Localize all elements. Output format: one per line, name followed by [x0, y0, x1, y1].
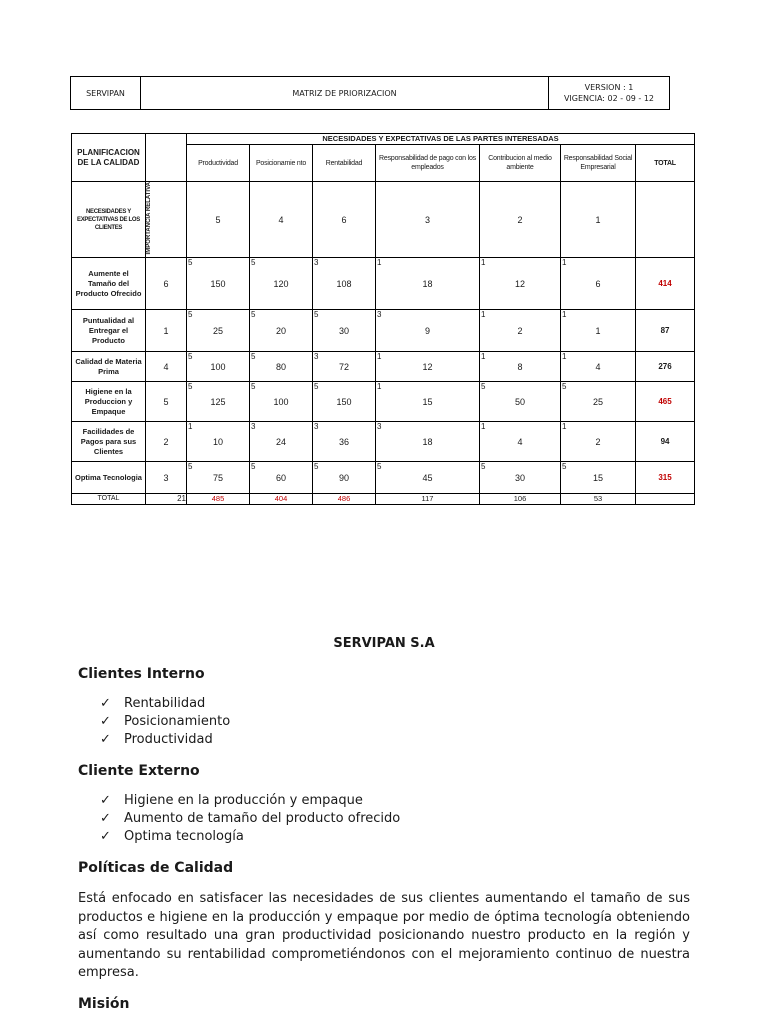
score-value: 9 — [424, 325, 430, 336]
score-value: 12 — [514, 278, 525, 289]
score-value: 4 — [517, 436, 523, 447]
list-item — [100, 792, 400, 810]
score-cell — [480, 258, 561, 310]
score-cell — [480, 462, 561, 494]
score-cell — [376, 258, 480, 310]
score-value: 18 — [422, 278, 433, 289]
table-row — [72, 382, 695, 422]
header-vigencia: VIGENCIA: 02 - 09 - 12 — [563, 94, 655, 103]
header-version-block — [549, 77, 669, 109]
score-value: 30 — [338, 325, 349, 336]
list-item-text: Aumento de tamaño del producto ofrecido — [124, 811, 401, 826]
column-header: TOTAL — [636, 145, 695, 182]
score-value: 75 — [212, 472, 223, 483]
score-weight: 3 — [377, 310, 382, 320]
header-title: MATRIZ DE PRIORIZACION — [141, 77, 549, 109]
importance-value: 6 — [146, 258, 187, 310]
column-header: Productividad — [187, 145, 250, 182]
score-value: 80 — [275, 361, 286, 372]
internal-heading: Clientes Interno — [78, 666, 205, 682]
score-weight: 5 — [251, 258, 256, 268]
matrix-group-header: NECESIDADES Y EXPECTATIVAS DE LAS PARTES INTERESADAS — [187, 134, 695, 145]
score-weight: 5 — [314, 382, 319, 392]
score-cell — [561, 462, 636, 494]
weight-cell: 4 — [250, 182, 313, 258]
table-row — [72, 462, 695, 494]
score-weight: 1 — [377, 352, 382, 362]
score-cell — [376, 382, 480, 422]
score-cell — [313, 382, 376, 422]
mission-heading: Misión — [78, 996, 130, 1012]
row-group-label: NECESIDADES Y EXPECTATIVAS DE LOS CLIENTES — [72, 182, 146, 258]
column-total: 486 — [313, 494, 376, 505]
score-weight: 5 — [251, 352, 256, 362]
score-value: 15 — [422, 396, 433, 407]
score-cell — [250, 258, 313, 310]
score-weight: 1 — [481, 258, 486, 268]
score-weight: 5 — [314, 310, 319, 320]
list-item — [100, 828, 400, 846]
row-total: 94 — [636, 422, 695, 462]
score-cell — [376, 352, 480, 382]
score-value: 12 — [422, 361, 433, 372]
score-cell — [187, 352, 250, 382]
score-weight: 5 — [481, 382, 486, 392]
score-cell — [250, 310, 313, 352]
checkmark-icon: ✓ — [100, 793, 111, 808]
column-header: Rentabilidad — [313, 145, 376, 182]
score-value: 2 — [517, 325, 523, 336]
list-item-text: Optima tecnología — [124, 829, 244, 844]
column-total: 53 — [561, 494, 636, 505]
score-value: 1 — [595, 325, 601, 336]
score-value: 25 — [592, 396, 603, 407]
row-total: 315 — [636, 462, 695, 494]
score-cell — [480, 382, 561, 422]
score-weight: 5 — [562, 382, 567, 392]
checkmark-icon: ✓ — [100, 732, 111, 747]
weight-cell: 5 — [187, 182, 250, 258]
score-weight: 3 — [314, 422, 319, 432]
score-value: 15 — [592, 472, 603, 483]
score-weight: 5 — [562, 462, 567, 472]
score-cell — [376, 310, 480, 352]
score-value: 100 — [210, 361, 226, 372]
policy-text: Está enfocado en satisfacer las necesidades de sus clientes aumentando el tamaño de sus productos e higiene en la producción y empaque por medio de óptima tecnología obteniendo así como resultado una gran productividad posicionando nuestro producto en la región y aumentando su rentabilidad comprometiéndonos con el mejoramiento continuo de nuestra empresa. — [78, 891, 690, 980]
table-row — [72, 258, 695, 310]
checkmark-icon: ✓ — [100, 714, 111, 729]
score-cell — [561, 382, 636, 422]
policy-heading: Políticas de Calidad — [78, 860, 234, 876]
score-value: 10 — [212, 436, 223, 447]
score-cell — [250, 462, 313, 494]
score-cell — [561, 258, 636, 310]
importance-label: IMPORTANCIA RELATIVA — [146, 182, 152, 255]
priority-matrix — [71, 133, 695, 505]
score-cell — [250, 422, 313, 462]
score-cell — [376, 462, 480, 494]
score-weight: 1 — [562, 352, 567, 362]
column-header: Responsabilidad de pago con los empleados — [376, 145, 480, 182]
importance-value: 3 — [146, 462, 187, 494]
score-value: 36 — [338, 436, 349, 447]
weight-cell: 1 — [561, 182, 636, 258]
score-value: 18 — [422, 436, 433, 447]
score-weight: 3 — [251, 422, 256, 432]
score-weight: 5 — [188, 382, 193, 392]
checkmark-icon: ✓ — [100, 829, 111, 844]
checkmark-icon: ✓ — [100, 696, 111, 711]
column-header: Contribucion al medio ambiente — [480, 145, 561, 182]
score-cell — [313, 422, 376, 462]
list-item-text: Posicionamiento — [124, 714, 231, 729]
score-weight: 5 — [188, 258, 193, 268]
score-weight: 1 — [562, 258, 567, 268]
criterion-label: Puntualidad al Entregar el Producto — [72, 310, 146, 352]
table-row — [72, 352, 695, 382]
criterion-label: Calidad de Materia Prima — [72, 352, 146, 382]
score-cell — [376, 422, 480, 462]
score-weight: 1 — [377, 382, 382, 392]
column-total: 117 — [376, 494, 480, 505]
header-company: SERVIPAN — [71, 77, 141, 109]
score-weight: 5 — [481, 462, 486, 472]
score-cell — [250, 352, 313, 382]
score-cell — [187, 258, 250, 310]
score-value: 24 — [275, 436, 286, 447]
score-cell — [561, 422, 636, 462]
score-value: 4 — [595, 361, 601, 372]
weight-total-empty — [636, 182, 695, 258]
importance-value: 5 — [146, 382, 187, 422]
score-cell — [480, 352, 561, 382]
column-total: 404 — [250, 494, 313, 505]
totals-empty — [636, 494, 695, 505]
score-weight: 1 — [481, 310, 486, 320]
score-value: 90 — [338, 472, 349, 483]
score-value: 2 — [595, 436, 601, 447]
score-value: 45 — [422, 472, 433, 483]
importance-value: 4 — [146, 352, 187, 382]
weight-cell: 2 — [480, 182, 561, 258]
internal-list — [100, 695, 230, 749]
score-cell — [313, 462, 376, 494]
score-cell — [313, 352, 376, 382]
score-cell — [313, 310, 376, 352]
score-weight: 1 — [481, 422, 486, 432]
weight-cell: 6 — [313, 182, 376, 258]
score-weight: 1 — [377, 258, 382, 268]
criterion-label: Facilidades de Pagos para sus Clientes — [72, 422, 146, 462]
score-weight: 5 — [377, 462, 382, 472]
score-value: 20 — [275, 325, 286, 336]
score-weight: 3 — [314, 352, 319, 362]
score-cell — [313, 258, 376, 310]
score-weight: 1 — [481, 352, 486, 362]
criterion-label: Aumente el Tamaño del Producto Ofrecido — [72, 258, 146, 310]
column-total: 106 — [480, 494, 561, 505]
external-list — [100, 792, 400, 846]
score-cell — [250, 382, 313, 422]
score-value: 6 — [595, 278, 601, 289]
score-weight: 5 — [251, 382, 256, 392]
score-cell — [187, 382, 250, 422]
score-weight: 5 — [188, 352, 193, 362]
matrix-corner-spacer — [146, 134, 187, 182]
document-header — [70, 76, 670, 110]
score-value: 25 — [212, 325, 223, 336]
list-item — [100, 713, 230, 731]
score-weight: 5 — [188, 462, 193, 472]
matrix-corner: PLANIFICACION DE LA CALIDAD — [72, 134, 146, 182]
importance-value: 1 — [146, 310, 187, 352]
column-total: 485 — [187, 494, 250, 505]
score-weight: 1 — [562, 310, 567, 320]
totals-label: TOTAL — [72, 494, 146, 505]
score-weight: 5 — [251, 310, 256, 320]
checkmark-icon: ✓ — [100, 811, 111, 826]
score-weight: 5 — [188, 310, 193, 320]
list-item-text: Productividad — [124, 732, 213, 747]
list-item — [100, 695, 230, 713]
score-value: 72 — [338, 361, 349, 372]
score-weight: 5 — [251, 462, 256, 472]
score-cell — [561, 352, 636, 382]
score-value: 50 — [514, 396, 525, 407]
score-value: 100 — [273, 396, 289, 407]
external-heading: Cliente Externo — [78, 763, 200, 779]
score-value: 30 — [514, 472, 525, 483]
score-cell — [187, 310, 250, 352]
row-total: 414 — [636, 258, 695, 310]
score-value: 120 — [273, 278, 289, 289]
score-cell — [187, 422, 250, 462]
criterion-label: Higiene en la Produccion y Empaque — [72, 382, 146, 422]
importance-value: 2 — [146, 422, 187, 462]
score-weight: 3 — [314, 258, 319, 268]
row-total: 87 — [636, 310, 695, 352]
score-weight: 1 — [562, 422, 567, 432]
criterion-label: Optima Tecnologia — [72, 462, 146, 494]
score-cell — [480, 310, 561, 352]
score-weight: 3 — [377, 422, 382, 432]
company-title: SERVIPAN S.A — [333, 636, 435, 651]
table-row — [72, 422, 695, 462]
importance-header — [146, 182, 187, 258]
totals-importance: 21 — [146, 494, 187, 505]
list-item — [100, 810, 400, 828]
column-header: Responsabilidad Social Empresarial — [561, 145, 636, 182]
column-header: Posicionamie nto — [250, 145, 313, 182]
score-cell — [561, 310, 636, 352]
list-item-text: Higiene en la producción y empaque — [124, 793, 363, 808]
list-item-text: Rentabilidad — [124, 696, 206, 711]
score-value: 125 — [210, 396, 226, 407]
row-total: 465 — [636, 382, 695, 422]
row-total: 276 — [636, 352, 695, 382]
table-row — [72, 310, 695, 352]
score-cell — [480, 422, 561, 462]
score-weight: 1 — [188, 422, 193, 432]
score-value: 108 — [336, 278, 352, 289]
score-value: 8 — [517, 361, 523, 372]
weight-cell: 3 — [376, 182, 480, 258]
score-value: 150 — [210, 278, 226, 289]
score-value: 60 — [275, 472, 286, 483]
score-cell — [187, 462, 250, 494]
score-value: 150 — [336, 396, 352, 407]
header-version: VERSION : 1 — [584, 83, 634, 92]
list-item — [100, 731, 230, 749]
score-weight: 5 — [314, 462, 319, 472]
